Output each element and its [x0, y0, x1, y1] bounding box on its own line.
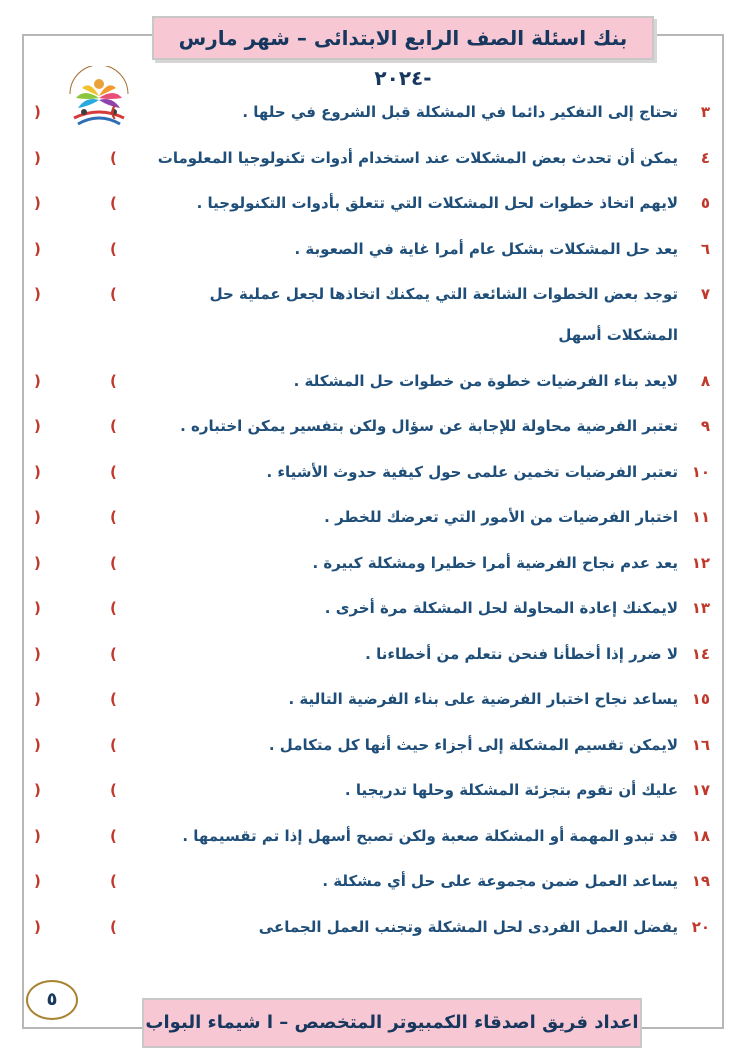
answer-bracket-close: ) — [34, 285, 41, 303]
question-row — [180, 417, 710, 435]
answer-bracket-close: ) — [34, 553, 41, 572]
team-logo — [60, 66, 138, 140]
answer-bracket-close: ) — [34, 781, 41, 799]
question-text-continued: المشكلات أسهل — [558, 326, 678, 344]
answer-bracket-close: ) — [34, 239, 41, 258]
answer-bracket-open: ( — [110, 462, 117, 481]
question-text: لايعد بناء الفرضيات خطوة من خطوات حل المشكلة . — [293, 371, 678, 390]
answer-bracket-open: ( — [110, 508, 117, 526]
answer-bracket-close: ) — [34, 508, 41, 526]
question-text: لايمكن تقسيم المشكلة إلى أجزاء حيث أنها كل متكامل . — [268, 735, 678, 754]
question-number: ٣ — [700, 103, 710, 121]
question-number: ٥ — [700, 194, 710, 212]
question-number: ١٢ — [691, 553, 710, 572]
answer-bracket-open: ( — [110, 826, 117, 845]
answer-bracket-close: ) — [34, 735, 41, 754]
question-row — [289, 690, 710, 708]
answer-bracket-open: ( — [110, 103, 117, 121]
question-text: عليك أن تقوم بتجزئة المشكلة وحلها تدريجيا . — [344, 781, 678, 799]
question-number: ٤ — [700, 148, 710, 167]
answer-bracket-open: ( — [110, 917, 117, 936]
answer-bracket-close: ) — [34, 371, 41, 390]
question-number: ٦ — [700, 239, 710, 258]
question-number: ٧ — [700, 285, 710, 303]
question-number: ١٥ — [691, 690, 710, 708]
answer-bracket-close: ) — [34, 690, 41, 708]
answer-bracket-open: ( — [110, 194, 117, 212]
question-text: توجد بعض الخطوات الشائعة التي يمكنك اتخاذها لجعل عملية حل — [209, 285, 678, 303]
question-row — [210, 285, 710, 303]
question-number: ٩ — [700, 417, 710, 435]
question-number: ١٤ — [691, 644, 710, 663]
question-row — [294, 372, 710, 390]
answer-bracket-close: ) — [34, 103, 41, 121]
question-text: يفضل العمل الفردى لحل المشكلة وتجنب العمل الجماعى — [258, 917, 678, 936]
answer-bracket-close: ) — [34, 462, 41, 481]
question-text: تعتبر الفرضية محاولة للإجابة عن سؤال ولكن بتفسير يمكن اختباره . — [180, 417, 678, 435]
question-number: ٨ — [700, 371, 710, 390]
answer-bracket-open: ( — [110, 148, 117, 167]
answer-bracket-open: ( — [110, 285, 117, 303]
answer-bracket-open: ( — [110, 872, 117, 890]
answer-bracket-close: ) — [34, 599, 41, 617]
question-row — [269, 736, 710, 754]
question-text: تحتاج إلى التفكير دائما في المشكلة قبل الشروع في حلها . — [242, 103, 678, 121]
answer-bracket-open: ( — [110, 690, 117, 708]
question-text: يساعد العمل ضمن مجموعة على حل أي مشكلة . — [322, 872, 678, 890]
question-number: ١٩ — [691, 872, 710, 890]
question-row — [322, 872, 710, 890]
answer-bracket-close: ) — [34, 917, 41, 936]
answer-bracket-open: ( — [110, 781, 117, 799]
question-row — [345, 781, 710, 799]
question-text: يعد عدم نجاح الفرضية أمرا خطيرا ومشكلة كبيرة . — [312, 553, 678, 572]
page-title: بنك اسئلة الصف الرابع الابتدائى – شهر مارس -٢٠٢٤ — [152, 16, 654, 60]
question-text: اختبار الفرضيات من الأمور التي تعرضك للخطر . — [324, 508, 678, 526]
question-row — [182, 827, 710, 845]
footer-credit: اعداد فريق اصدقاء الكمبيوتر المتخصص – ا شيماء البواب — [142, 998, 642, 1048]
question-number: ١١ — [691, 508, 710, 526]
question-text: لايمكنك إعادة المحاولة لحل المشكلة مرة أخرى . — [324, 599, 678, 617]
question-number: ١٧ — [691, 781, 710, 799]
answer-bracket-open: ( — [110, 644, 117, 663]
question-text: تعتبر الفرضيات تخمين علمى حول كيفية حدوث الأشياء . — [266, 462, 678, 481]
answer-bracket-close: ) — [34, 826, 41, 845]
question-number: ١٨ — [691, 826, 710, 845]
answer-bracket-close: ) — [34, 872, 41, 890]
answer-bracket-close: ) — [34, 148, 41, 167]
question-text: يمكن أن تحدث بعض المشكلات عند استخدام أدوات تكنولوجيا المعلومات — [157, 148, 678, 167]
question-text: يعد حل المشكلات بشكل عام أمرا غاية في الصعوبة . — [294, 239, 678, 258]
question-row — [197, 194, 710, 212]
question-number: ١٦ — [691, 735, 710, 754]
question-text: لا ضرر إذا أخطأنا فنحن نتعلم من أخطاءنا . — [365, 644, 678, 663]
question-number: ٢٠ — [691, 917, 710, 936]
answer-bracket-close: ) — [34, 194, 41, 212]
answer-bracket-open: ( — [110, 553, 117, 572]
question-row — [365, 645, 710, 663]
question-row — [266, 463, 710, 481]
answer-bracket-open: ( — [110, 371, 117, 390]
answer-bracket-open: ( — [110, 599, 117, 617]
question-text: قد تبدو المهمة أو المشكلة صعبة ولكن تصبح أسهل إذا تم تقسيمها . — [182, 826, 678, 845]
question-row — [312, 554, 710, 572]
question-row — [295, 240, 710, 258]
answer-bracket-close: ) — [34, 644, 41, 663]
question-row — [242, 103, 710, 121]
question-row — [259, 918, 710, 936]
question-text: لايهم اتخاذ خطوات لحل المشكلات التي تتعلق بأدوات التكنولوجيا . — [196, 194, 678, 212]
question-row — [158, 149, 710, 167]
answer-bracket-close: ) — [34, 417, 41, 435]
answer-bracket-open: ( — [110, 735, 117, 754]
question-row — [325, 599, 710, 617]
question-text: يساعد نجاح اختبار الفرضية على بناء الفرضية التالية . — [288, 690, 678, 708]
question-number: ١٠ — [691, 462, 710, 481]
page-number: ٥ — [26, 980, 78, 1020]
answer-bracket-open: ( — [110, 417, 117, 435]
answer-bracket-open: ( — [110, 239, 117, 258]
question-number: ١٣ — [691, 599, 710, 617]
question-row — [324, 508, 710, 526]
